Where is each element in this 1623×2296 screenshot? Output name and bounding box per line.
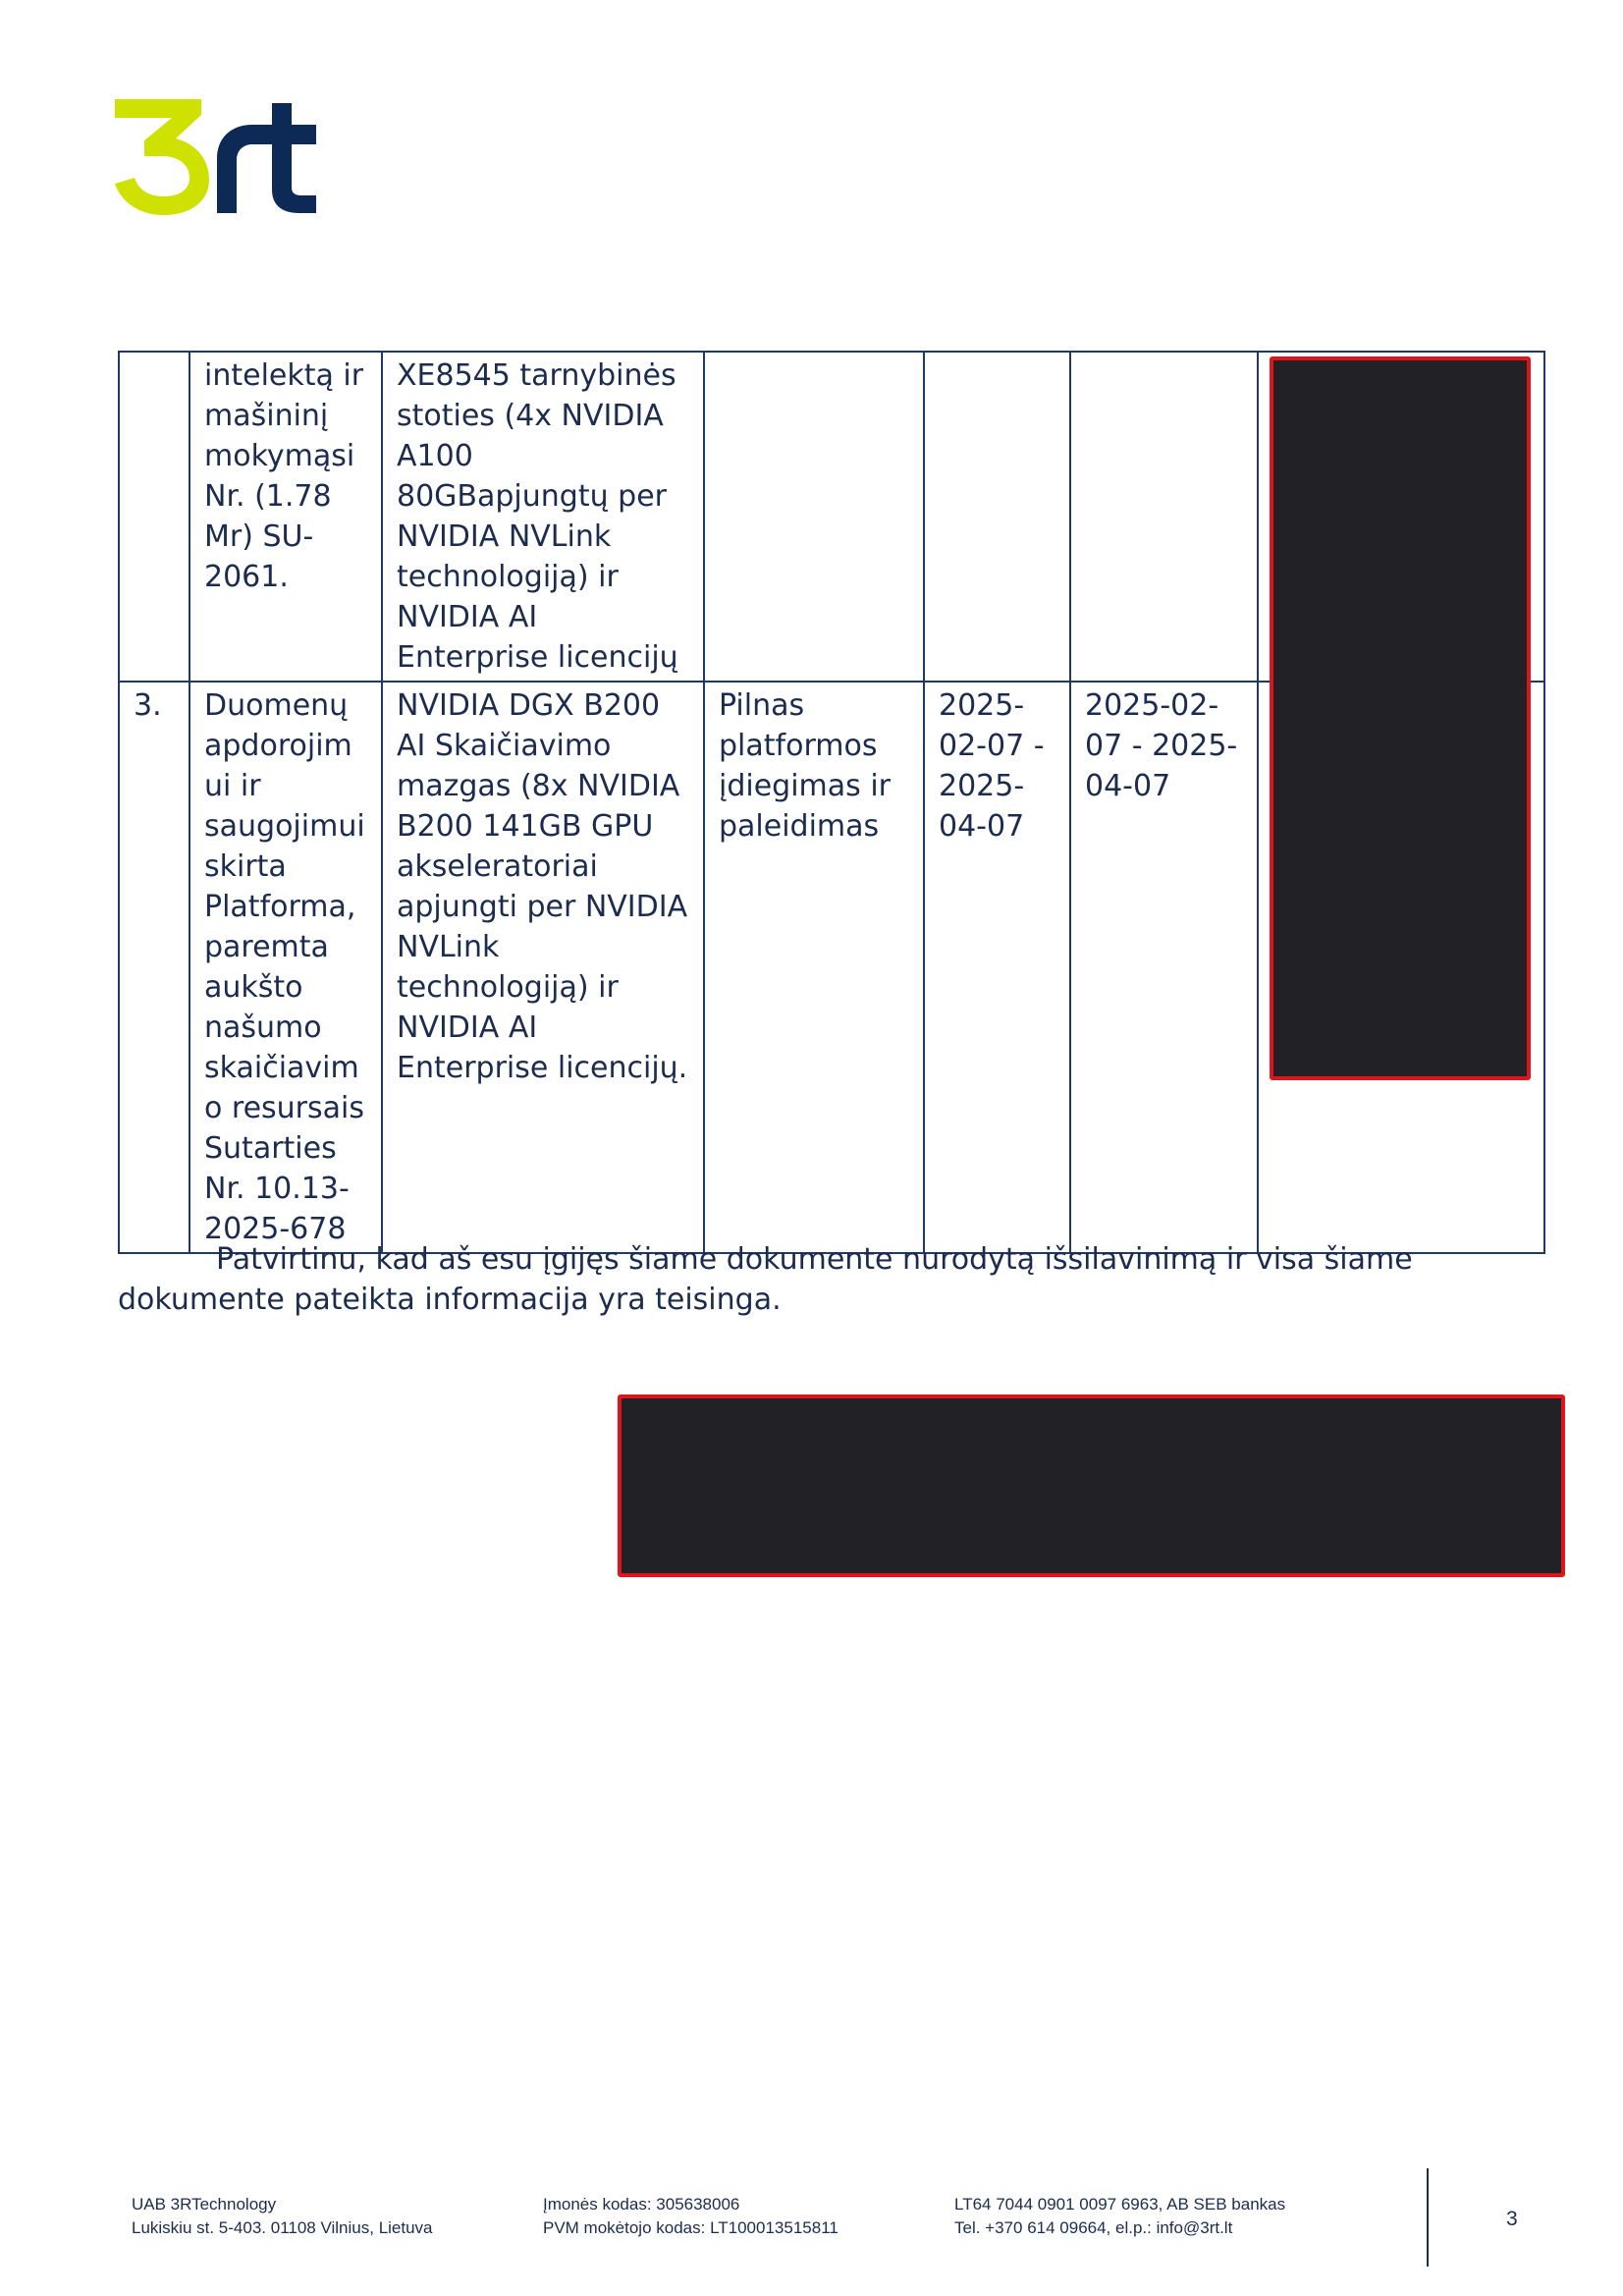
redaction-box-signature <box>618 1394 1565 1577</box>
footer-contacts <box>954 2193 1285 2240</box>
footer-bank: LT64 7044 0901 0097 6963, AB SEB bankas <box>954 2195 1286 2214</box>
cell-project: Duomenų apdorojimui ir saugojimui skirta Platforma, paremta aukšto našumo skaičiavimo resursais Sutarties Nr. 10.13-2025-678 <box>189 682 382 1253</box>
cell-period: 2025-02-07 - 2025-04-07 <box>924 682 1070 1253</box>
cell-number <box>119 352 189 682</box>
cell-equipment: NVIDIA DGX B200 AI Skaičiavimo mazgas (8x NVIDIA B200 141GB GPU akseleratoriai apjungti per NVIDIA NVLink technologiją) ir NVIDIA AI Enterprise licencijų. <box>382 682 704 1253</box>
cell-works: Pilnas platformos įdiegimas ir paleidimas <box>704 682 924 1253</box>
cell-period: 2025-02-07 - 2025-04-07 <box>1070 682 1258 1253</box>
redaction-box-table <box>1270 356 1531 1080</box>
footer-address: Lukiskiu st. 5-403. 01108 Vilnius, Lietuva <box>132 2218 433 2237</box>
logo-t-glyph <box>262 103 316 213</box>
logo-r-glyph <box>217 125 264 213</box>
footer-company <box>132 2193 433 2240</box>
footer-divider <box>1427 2168 1429 2267</box>
cell-works <box>704 352 924 682</box>
cell-period <box>924 352 1070 682</box>
cell-number: 3. <box>119 682 189 1253</box>
logo-three-glyph <box>115 99 209 215</box>
footer-codes <box>543 2193 839 2240</box>
cell-project: intelektą ir mašininį mokymąsi Nr. (1.78 Mr) SU-2061. <box>189 352 382 682</box>
cell-equipment: XE8545 tarnybinės stoties (4x NVIDIA A100 80GBapjungtų per NVIDIA NVLink technologiją) ir NVIDIA AI Enterprise licencijų <box>382 352 704 682</box>
footer-contact: Tel. +370 614 09664, el.p.: info@3rt.lt <box>954 2218 1233 2237</box>
company-logo <box>115 99 326 215</box>
footer-vat-code: PVM mokėtojo kodas: LT100013515811 <box>543 2218 839 2237</box>
footer-company-code: Įmonės kodas: 305638006 <box>543 2195 740 2214</box>
footer-company-name: UAB 3RTechnology <box>132 2195 277 2214</box>
confirmation-statement: Patvirtinu, kad aš esu įgijęs šiame dokumente nurodytą išsilavinimą ir visa šiame dokumente pateikta informacija yra teisinga. <box>118 1242 1413 1317</box>
page-number: 3 <box>1506 2208 1518 2230</box>
cell-period <box>1070 352 1258 682</box>
